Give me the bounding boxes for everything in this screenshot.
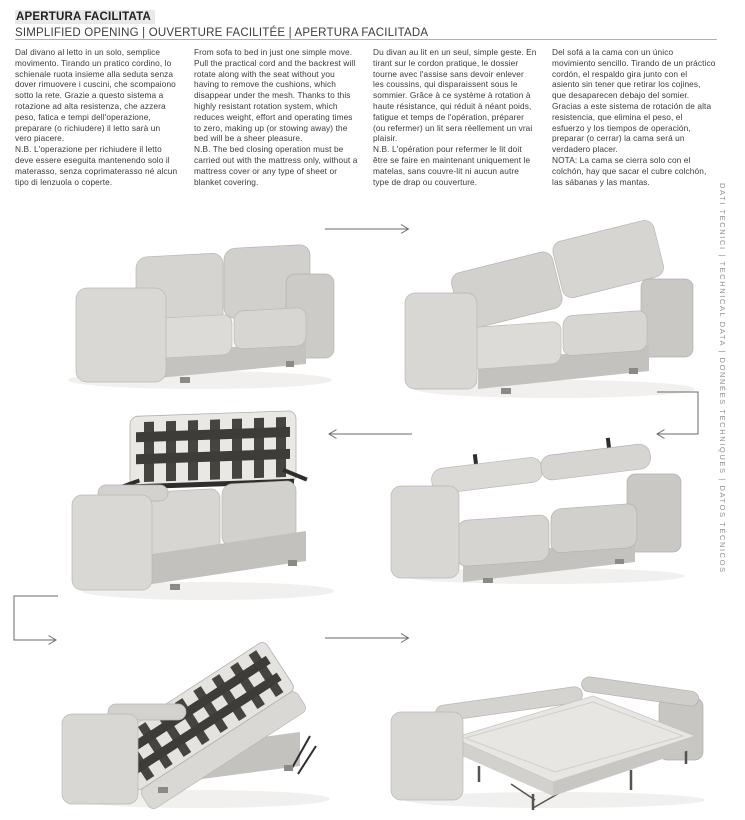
page-title: APERTURA FACILITATA	[15, 10, 155, 24]
text-column-italian	[15, 47, 179, 187]
text-column-spanish	[552, 47, 716, 187]
column-body: Dal divano al letto in un solo, semplice movimento. Tirando un pratico cordino, lo schienale ruota insieme alla seduta senza dover rimuovere i cuscini, che scompaiono sotto la rete. Grazie a questo sistema a rotazione ad alta resistenza, che azzera peso, fatica e tempi dell'operazione, preparare (o richiudere) il letto sarà un vero piacere.	[15, 47, 176, 144]
figure-sofa-frame-upright-mesh	[58, 405, 343, 605]
column-note: NOTA: La cama se cierra solo con el colchón, hay que sacar el cubre colchón, las sábanas y las mantas.	[552, 154, 707, 187]
sofa-bed-open-illustration	[383, 650, 708, 815]
sofa-closed-illustration	[48, 222, 340, 394]
text-column-french	[373, 47, 537, 187]
column-body: From sofa to bed in just one simple move. Pull the practical cord and the backrest will rotate along with the seat without you having to remove the cushions, which disappear under the mesh. Thanks to this highly resistant rotation system, which reduces weight, effort and operating times to zero, making up (or stowing away) the bed will be a sheer pleasure.	[194, 47, 356, 144]
sofa-seat-lifted-illustration	[383, 428, 698, 588]
sofa-backrest-reclined-illustration	[393, 215, 708, 405]
header-divider	[15, 39, 717, 40]
sofa-bed-frame-unfolding-illustration	[48, 618, 340, 813]
text-column-english	[194, 47, 358, 187]
column-note: N.B. L'opération pour refermer le lit doit être se faire en maintenant uniquement le matelas, sans couvre-lit ni aucun autre type de drap ou couverture.	[373, 144, 531, 187]
column-note: N.B. The bed closing operation must be carried out with the mattress only, without a mattress cover or any type of sheet or blanket covering.	[194, 144, 358, 187]
sofa-frame-upright-illustration	[58, 405, 343, 605]
figure-sofa-bed-open	[383, 650, 708, 815]
page-subtitle: SIMPLIFIED OPENING | OUVERTURE FACILITÉE | APERTURA FACILITADA	[15, 27, 429, 39]
figure-sofa-seat-lifted	[383, 428, 698, 588]
figure-sofa-backrest-reclined	[393, 215, 708, 405]
figure-sofa-bed-frame-unfolding	[48, 618, 340, 813]
page-header	[15, 7, 428, 39]
column-body: Du divan au lit en un seul, simple geste. En tirant sur le cordon pratique, le dossier tourne avec l'assise sans devoir enlever les coussins, qui disparaissent sous le sommier. Grâce à ce système à rotation à haute résistance, qui réduit à néant poids, fatigue et temps de l'opération, préparer (ou refermer) un lit sera réellement un vrai plaisir.	[373, 47, 537, 144]
figure-sofa-closed	[48, 222, 340, 394]
technical-data-vertical-label: DATI TECNICI | TECHNICAL DATA | DONNÉES TECHNIQUES | DATOS TÉCNICOS	[718, 183, 727, 574]
column-body: Del sofá a la cama con un único movimiento sencillo. Tirando de un práctico cordón, el respaldo gira junto con el asiento sin tener que retirar los cojines, que desaparecen debajo del somier. Gracias a este sistema de rotación de alta resistencia, que elimina el peso, el esfuerzo y los tiempos de operación, preparar (o cerrar) la cama será un verdadero placer.	[552, 47, 716, 155]
column-note: N.B. L'operazione per richiudere il letto deve essere eseguita mantenendo solo il materasso, senza coprimaterasso né alcun tipo di lenzuola o coperte.	[15, 144, 178, 187]
description-columns	[15, 47, 716, 187]
